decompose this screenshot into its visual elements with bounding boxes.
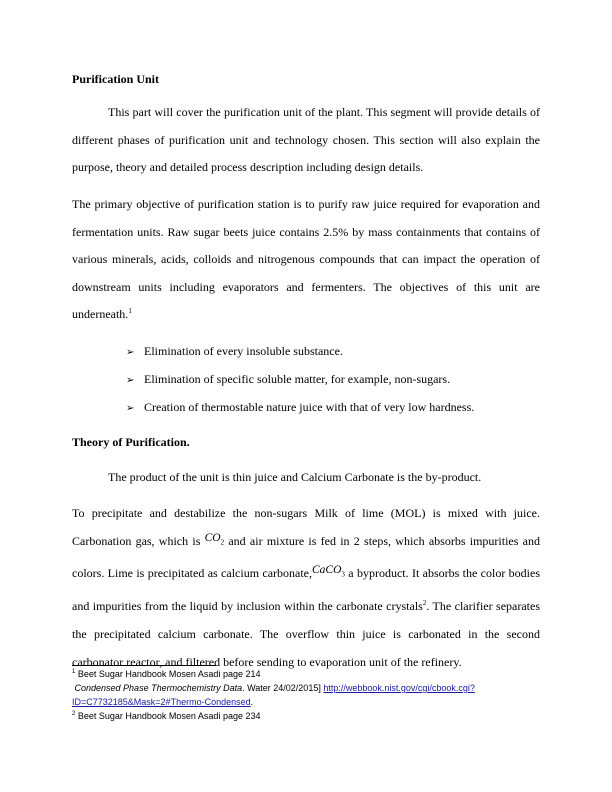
footnote-separator [72, 665, 216, 666]
process-text-part4: . The clarifier separates the precipitated calcium carbonate. The overflow thin juice is carbonated in the second carbonator reactor, and filtered before sending to evaporation unit of the refinery. [72, 599, 540, 669]
arrow-bullet-icon: ➢ [126, 375, 135, 386]
process-text-part1: To precipitate and destabilize the non-sugars Milk of lime (MOL) is mixed with juice. Carbonation gas, which is [72, 506, 540, 548]
arrow-bullet-icon: ➢ [126, 403, 135, 414]
footnote-1-citation [72, 681, 542, 709]
list-item-text: Elimination of every insoluble substance. [144, 344, 343, 358]
footnote-1-number: 1 [72, 669, 76, 675]
arrow-bullet-icon: ➢ [126, 347, 135, 358]
footnote-2 [72, 709, 542, 723]
nist-webbook-link[interactable]: http://webbook.nist.gov/cgi/cbook.cgi?ID=C7732185&Mask=2#Thermo-Condensed [72, 683, 475, 707]
citation-title: Condensed Phase Thermochemistry Data [74, 683, 243, 693]
product-paragraph: The product of the unit is thin juice and Calcium Carbonate is the by-product. [108, 470, 482, 484]
process-paragraph [72, 500, 540, 676]
citation-end: . [250, 697, 254, 707]
list-item-text: Elimination of specific soluble matter, for example, non-sugars. [144, 372, 451, 386]
list-item [126, 344, 343, 359]
citation-date: . Water 24/02/2015] [242, 683, 324, 693]
process-text-part2: and air mixture is fed in 2 steps, which absorbs impurities and colors. Lime is precipitated as calcium carbonate, [72, 533, 540, 581]
co2-formula-base: CO [204, 531, 221, 544]
process-text-part3: a byproduct. It absorbs the color bodies and impurities from the liquid by inclusion within the carbonate crystals [72, 566, 540, 614]
objective-paragraph-text: The primary objective of purification station is to purify raw juice required for evaporation and fermentation units. Raw sugar beets juice contains 2.5% by mass containments that contains of various minerals, acids, colloids and nitrogenous compounds that can impact the operation of downstream units including evaporators and fermenters. The objectives of this unit are underneath. [72, 197, 540, 322]
footnote-1 [72, 667, 542, 681]
list-item [126, 372, 450, 387]
section-heading-theory: Theory of Purification. [72, 435, 190, 449]
list-item-text: Creation of thermostable nature juice with that of very low hardness. [144, 400, 475, 414]
footnote-1-text: Beet Sugar Handbook Mosen Asadi page 214 [75, 669, 261, 679]
caco3-formula [312, 564, 345, 579]
footnote-ref-2[interactable]: 2 [422, 599, 427, 608]
footnote-2-number: 2 [72, 711, 76, 717]
footnote-ref-1[interactable]: 1 [128, 307, 132, 316]
co2-formula-subscript: 2 [220, 537, 225, 546]
section-heading-purification-unit: Purification Unit [72, 72, 159, 86]
list-item [126, 400, 474, 415]
caco3-formula-base: CaCO [312, 564, 342, 577]
footnote-2-text: Beet Sugar Handbook Mosen Asadi page 234 [75, 711, 261, 721]
objective-paragraph [72, 191, 540, 329]
co2-formula [205, 532, 224, 544]
caco3-formula-subscript: 3 [341, 570, 345, 579]
intro-paragraph: This part will cover the purification unit of the plant. This segment will provide details of different phases of purification unit and technology chosen. This section will also explain the purpose, theory and detailed process description including design details. [72, 105, 540, 175]
